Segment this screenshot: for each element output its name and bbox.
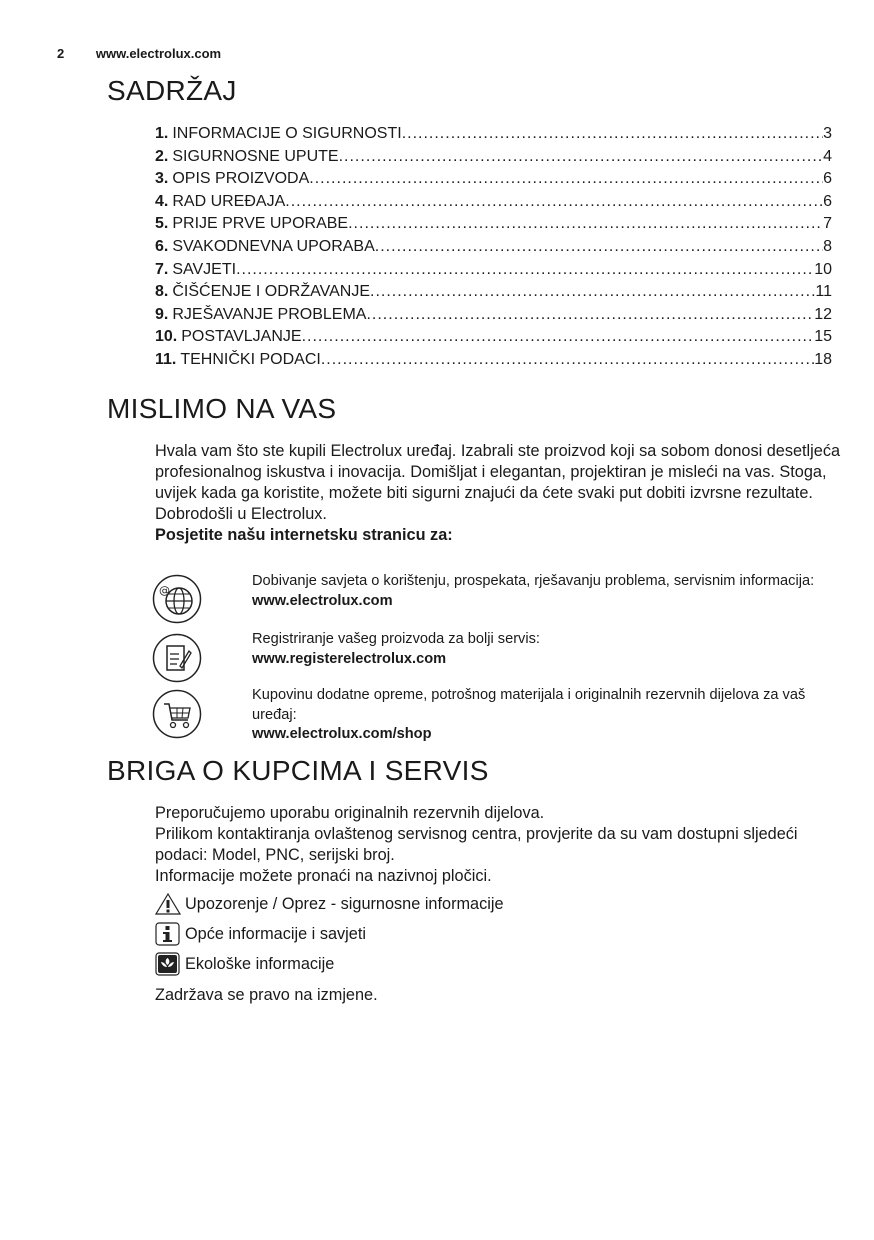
welcome-line: Dobrodošli u Electrolux. bbox=[155, 505, 327, 523]
toc-item[interactable] bbox=[155, 168, 832, 191]
toc-page: 3 bbox=[823, 125, 832, 142]
section-title-care: BRIGA O KUPCIMA I SERVIS bbox=[107, 755, 489, 786]
register-link[interactable]: www.registerelectrolux.com bbox=[252, 650, 447, 667]
care-line: Informacije možete pronaći na nazivnoj pločici. bbox=[155, 867, 492, 885]
dot-leader bbox=[285, 191, 823, 214]
toc-page: 18 bbox=[814, 350, 832, 368]
toc-page: 15 bbox=[814, 328, 832, 346]
toc-item[interactable] bbox=[155, 191, 832, 214]
cart-icon bbox=[152, 689, 202, 739]
toc-page: 7 bbox=[823, 215, 832, 233]
care-text bbox=[155, 803, 845, 1006]
toc-number: 2. bbox=[155, 147, 169, 165]
toc-number: 9. bbox=[155, 305, 169, 323]
intro-text bbox=[155, 441, 845, 546]
toc-label: OPIS PROIZVODA bbox=[172, 170, 310, 188]
dot-leader bbox=[309, 168, 823, 191]
section-title-mislimo: MISLIMO NA VAS bbox=[107, 393, 337, 424]
toc-item[interactable] bbox=[155, 326, 832, 349]
dot-leader bbox=[321, 349, 814, 372]
disclaimer: Zadržava se pravo na izmjene. bbox=[155, 986, 378, 1004]
toc-number: 5. bbox=[155, 215, 169, 233]
toc-page: 4 bbox=[823, 147, 832, 165]
toc-label: SVAKODNEVNA UPORABA bbox=[172, 237, 375, 255]
dot-leader bbox=[348, 213, 823, 236]
link-description: Dobivanje savjeta o korištenju, prospekata, rješavanju problema, servisnim informacija: bbox=[252, 573, 815, 589]
toc-number: 10. bbox=[155, 328, 178, 346]
care-line: Prilikom kontaktiranja ovlaštenog servisnog centra, provjerite da su vam dostupni sljedeći podaci: Model, PNC, serijski broj. bbox=[155, 825, 798, 864]
toc-label: RJEŠAVANJE PROBLEMA bbox=[172, 305, 367, 323]
toc-label: RAD UREĐAJA bbox=[172, 192, 286, 210]
symbol-info: Opće informacije i savjeti bbox=[155, 919, 845, 949]
toc-page: 10 bbox=[814, 260, 832, 278]
eco-icon bbox=[155, 952, 181, 976]
shop-link[interactable]: www.electrolux.com/shop bbox=[252, 726, 432, 742]
toc-item[interactable] bbox=[155, 304, 832, 327]
dot-leader bbox=[375, 236, 823, 259]
toc-number: 1. bbox=[155, 125, 169, 142]
toc-label: TEHNIČKI PODACI bbox=[180, 350, 321, 368]
info-icon bbox=[155, 922, 181, 946]
toc-item[interactable] bbox=[155, 259, 832, 282]
care-line: Preporučujemo uporabu originalnih rezervnih dijelova. bbox=[155, 804, 545, 822]
electrolux-link[interactable]: www.electrolux.com bbox=[252, 592, 393, 609]
table-of-contents bbox=[155, 123, 832, 372]
toc-item[interactable] bbox=[155, 349, 832, 372]
symbol-warning: Upozorenje / Oprez - sigurnosne informacije bbox=[155, 889, 845, 919]
toc-number: 8. bbox=[155, 283, 169, 301]
toc-item[interactable] bbox=[155, 281, 832, 304]
visit-line: Posjetite našu internetsku stranicu za: bbox=[155, 526, 453, 544]
toc-label: SAVJETI bbox=[172, 260, 237, 278]
toc-number: 7. bbox=[155, 260, 169, 278]
dot-leader bbox=[366, 304, 814, 327]
toc-page: 8 bbox=[823, 237, 832, 255]
toc-number: 6. bbox=[155, 237, 169, 255]
dot-leader bbox=[302, 326, 815, 349]
page-number: 2 bbox=[57, 46, 65, 61]
toc-label: ČIŠĆENJE I ODRŽAVANJE bbox=[172, 283, 370, 301]
svg-text:@: @ bbox=[159, 584, 170, 597]
toc-item[interactable] bbox=[155, 213, 832, 236]
dot-leader bbox=[370, 281, 815, 304]
header-url[interactable]: www.electrolux.com bbox=[95, 46, 222, 61]
toc-label: PRIJE PRVE UPORABE bbox=[172, 215, 349, 233]
toc-number: 4. bbox=[155, 192, 169, 210]
link-description: Registriranje vašeg proizvoda za bolji servis: bbox=[252, 631, 540, 647]
globe-icon bbox=[152, 574, 202, 624]
toc-number: 11. bbox=[155, 350, 177, 368]
toc-title: SADRŽAJ bbox=[107, 75, 237, 106]
toc-page: 12 bbox=[814, 305, 832, 323]
toc-number: 3. bbox=[155, 170, 169, 188]
toc-label: POSTAVLJANJE bbox=[181, 328, 302, 346]
toc-page: 11 bbox=[815, 283, 832, 301]
toc-label: SIGURNOSNE UPUTE bbox=[172, 147, 339, 165]
dot-leader bbox=[236, 259, 814, 282]
link-description: Kupovinu dodatne opreme, potrošnog materijala i originalnih rezervnih dijelova za vaš uređaj: bbox=[252, 687, 806, 723]
toc-label: INFORMACIJE O SIGURNOSTI bbox=[172, 125, 402, 142]
intro-paragraph: Hvala vam što ste kupili Electrolux uređaj. Izabrali ste proizvod koji sa sobom donosi desetljeća profesionalnog iskustva i inovacija. Domišljat i elegantan, projektiran je misleći na vas. Stoga, uvijek kada ga koristite, možete biti sigurni znajući da ćete svaki put dobiti izvrsne rezultate. bbox=[155, 442, 841, 502]
toc-item[interactable] bbox=[155, 146, 832, 169]
symbol-eco: Ekološke informacije bbox=[155, 949, 845, 979]
toc-item[interactable] bbox=[155, 236, 832, 259]
dot-leader bbox=[402, 123, 823, 146]
toc-item[interactable] bbox=[155, 123, 832, 146]
page-header bbox=[57, 46, 221, 61]
register-icon bbox=[152, 633, 202, 683]
toc-page: 6 bbox=[823, 170, 832, 188]
dot-leader bbox=[339, 146, 824, 169]
toc-page: 6 bbox=[823, 192, 832, 210]
warning-icon bbox=[155, 892, 181, 916]
